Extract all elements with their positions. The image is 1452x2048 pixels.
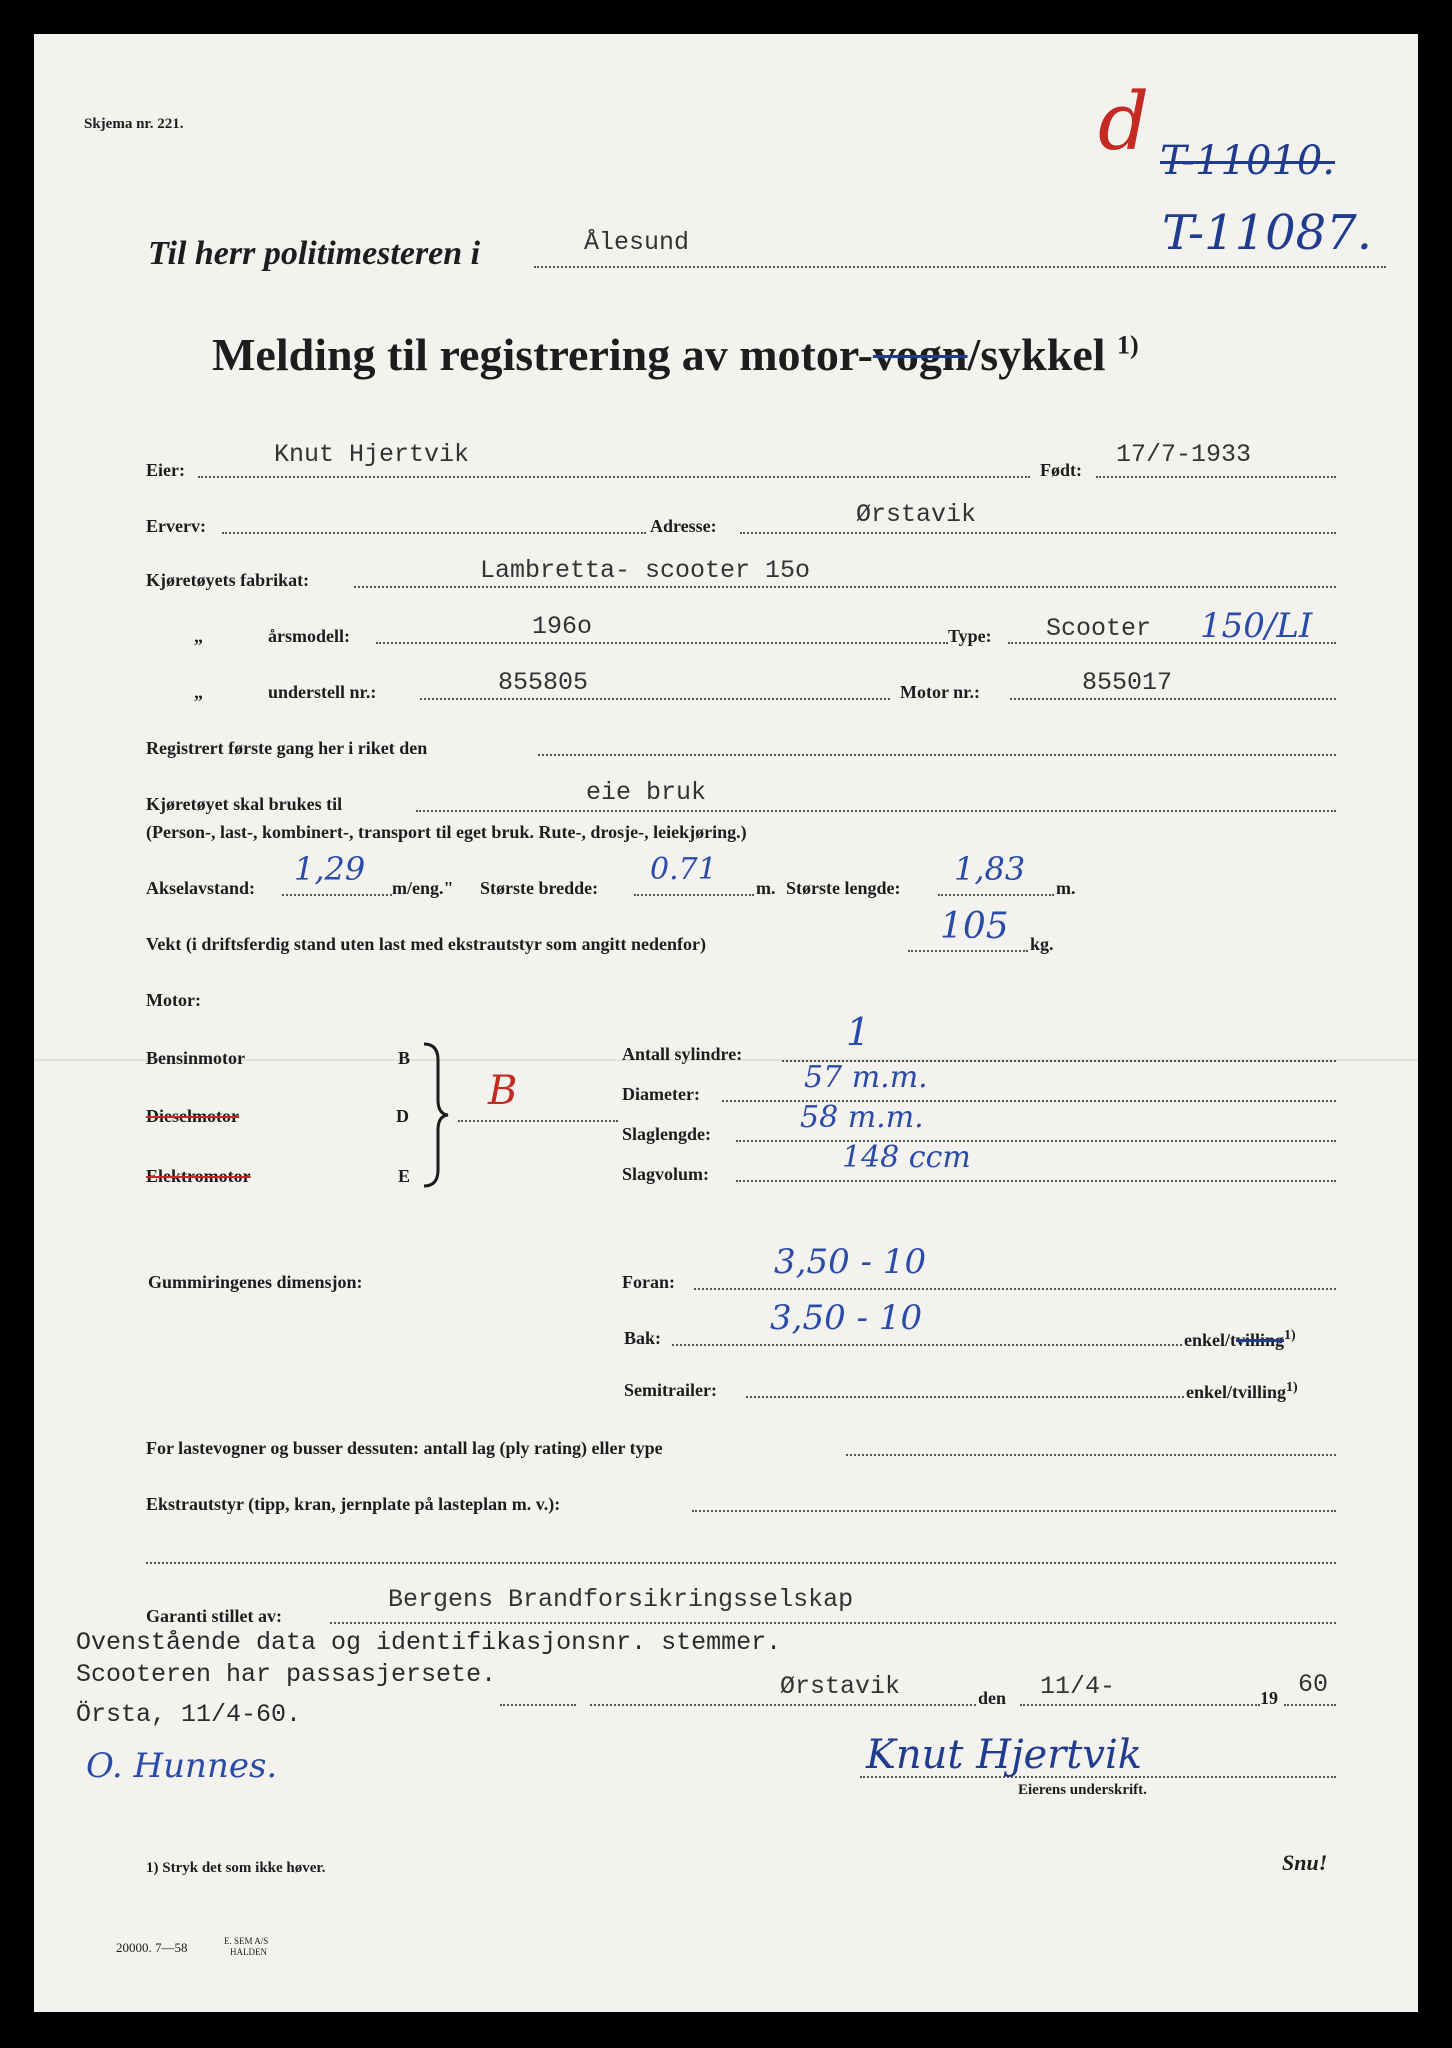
use-note: (Person-, last-, kombinert-, transport til eget bruk. Rute-, drosje-, leiekjøring.): [146, 822, 747, 842]
wheelbase-unit: m/eng.": [392, 878, 454, 898]
corner-number: T-11087.: [1162, 205, 1372, 261]
displacement-label: Slagvolum:: [622, 1164, 710, 1184]
printer-name: E. SEM A/S: [224, 1936, 269, 1946]
type-handwritten: 150/LI: [1200, 606, 1313, 646]
verification-line-2: Scooteren har passasjersete.: [76, 1660, 497, 1689]
model-year-label: årsmodell:: [268, 626, 350, 646]
page-title: Melding til registrering av motor-vogn/sykkel $^{1)}$: [212, 329, 1139, 380]
born-line: [1096, 476, 1336, 478]
length-unit: m.: [1056, 878, 1076, 898]
owner-signature-label: Eierens underskrift.: [1018, 1782, 1147, 1798]
ditto-mark-2: „: [194, 682, 203, 702]
tyres-rear-label: Bak:: [624, 1328, 662, 1348]
extras-line: [692, 1510, 1336, 1512]
chassis-line: [420, 698, 890, 700]
use-line: [416, 810, 1336, 812]
motor-code-d: D: [396, 1106, 409, 1126]
make-label: Kjøretøyets fabrikat:: [146, 570, 310, 590]
tyres-label: Gummiringenes dimensjon:: [148, 1272, 363, 1292]
tyres-front-label: Foran:: [622, 1272, 675, 1292]
tyres-rear-value: 3,50 - 10: [770, 1298, 923, 1338]
print-run: 20000. 7—58: [116, 1940, 188, 1955]
width-value: 0.71: [650, 852, 717, 887]
date-line: [1020, 1704, 1260, 1706]
footnote: 1) Stryk det som ikke høver.: [146, 1860, 326, 1876]
displacement-line: [736, 1180, 1336, 1182]
printer-city: HALDEN: [230, 1947, 267, 1957]
date-value: 11/4-: [1040, 1672, 1116, 1701]
width-label: Største bredde:: [480, 878, 599, 898]
place-value: Ørstavik: [780, 1672, 901, 1701]
tyres-rear-suffix: enkel/tvilling$^{1)}$: [1184, 1328, 1296, 1350]
born-value: 17/7-1933: [1116, 440, 1252, 469]
motor-no-label: Motor nr.:: [900, 682, 980, 702]
extras-line-2: [146, 1562, 1336, 1564]
model-year-value: 196o: [532, 612, 593, 641]
address-line: [740, 532, 1336, 534]
cylinders-value: 1: [846, 1010, 871, 1054]
first-registered-line: [538, 754, 1336, 756]
year-prefix: 19: [1260, 1688, 1278, 1708]
wheelbase-value: 1,29: [294, 850, 366, 888]
cylinders-label: Antall sylindre:: [622, 1044, 743, 1064]
chassis-label: understell nr.:: [268, 682, 377, 702]
trucks-label: For lastevogner og busser dessuten: antall lag (ply rating) eller type: [146, 1438, 663, 1458]
extras-label: Ekstrautstyr (tipp, kran, jernplate på lasteplan m. v.):: [146, 1494, 561, 1514]
semitrailer-line: [746, 1396, 1184, 1398]
motor-type-petrol: Bensinmotor: [146, 1048, 245, 1068]
occupation-label: Erverv:: [146, 516, 206, 536]
form-number: Skjema nr. 221.: [84, 116, 184, 132]
stroke-label: Slaglengde:: [622, 1124, 712, 1144]
chassis-value: 855805: [498, 668, 589, 697]
motor-code-e: E: [398, 1166, 411, 1186]
semitrailer-suffix: enkel/tvilling$^{1)}$: [1186, 1380, 1298, 1402]
diameter-value: 57 m.m.: [804, 1060, 928, 1095]
type-label: Type:: [948, 626, 992, 646]
owner-signature: Knut Hjertvik: [866, 1732, 1142, 1778]
address-value: Ørstavik: [856, 500, 977, 529]
first-registered-label: Registrert første gang her i riket den: [146, 738, 428, 758]
guarantee-value: Bergens Brandforsikringsselskap: [388, 1585, 854, 1614]
guarantee-line: [330, 1622, 1336, 1624]
verification-line-1: Ovenstående data og identifikasjonsnr. stemmer.: [76, 1628, 782, 1657]
verification-signature: O. Hunnes.: [86, 1746, 278, 1786]
weight-unit: kg.: [1030, 934, 1054, 954]
wheelbase-label: Akselavstand:: [146, 878, 256, 898]
motor-brace: [420, 1040, 450, 1190]
stroke-value: 58 m.m.: [800, 1100, 924, 1135]
weight-label: Vekt (i driftsferdig stand uten last med ekstrautstyr som angitt nedenfor): [146, 934, 706, 954]
motor-no-line: [1010, 698, 1336, 700]
addressee-line: [534, 266, 1386, 268]
guarantee-label: Garanti stillet av:: [146, 1606, 282, 1626]
type-value: Scooter: [1046, 614, 1152, 643]
verification-line-3: Örsta, 11/4-60.: [76, 1700, 302, 1729]
use-value: eie bruk: [586, 778, 707, 807]
corner-struck-number: T-11010.: [1160, 138, 1335, 184]
weight-line: [908, 950, 1028, 952]
make-value: Lambretta- scooter 15o: [480, 556, 811, 585]
addressee-label: Til herr politimesteren i: [148, 235, 481, 272]
diameter-label: Diameter:: [622, 1084, 700, 1104]
turn-over: Snu!: [1282, 1850, 1328, 1875]
ditto-mark: „: [194, 626, 203, 646]
length-value: 1,83: [954, 850, 1026, 888]
length-label: Største lengde:: [786, 878, 901, 898]
make-line: [354, 586, 1336, 588]
place-line-left: [500, 1704, 576, 1706]
owner-line: [198, 476, 1030, 478]
motor-code-b: B: [398, 1048, 411, 1068]
motor-selected-mark: B: [488, 1068, 518, 1114]
place-line: [590, 1704, 976, 1706]
owner-label: Eier:: [146, 460, 185, 480]
model-year-line: [376, 642, 948, 644]
tyres-rear-line: [672, 1344, 1182, 1346]
corner-mark: d: [1098, 75, 1150, 168]
tyres-front-value: 3,50 - 10: [774, 1242, 927, 1282]
year-suffix: 60: [1298, 1670, 1329, 1699]
occupation-line: [222, 532, 646, 534]
den-label: den: [978, 1688, 1007, 1708]
width-unit: m.: [756, 878, 776, 898]
tyres-front-line: [694, 1288, 1336, 1290]
address-label: Adresse:: [650, 516, 717, 536]
length-line: [938, 894, 1054, 896]
motor-selected-line: [458, 1120, 618, 1122]
motor-type-diesel: Dieselmotor: [146, 1106, 239, 1126]
use-label: Kjøretøyet skal brukes til: [146, 794, 343, 814]
wheelbase-line: [282, 894, 392, 896]
stroke-line: [736, 1140, 1336, 1142]
motor-type-electric: Elektromotor: [146, 1166, 251, 1186]
weight-value: 105: [940, 906, 1009, 947]
born-label: Født:: [1040, 460, 1082, 480]
owner-value: Knut Hjertvik: [274, 440, 470, 469]
displacement-value: 148 ccm: [842, 1140, 971, 1175]
motor-no-value: 855017: [1082, 668, 1173, 697]
motor-label: Motor:: [146, 990, 201, 1010]
year-line: [1284, 1704, 1336, 1706]
semitrailer-label: Semitrailer:: [624, 1380, 717, 1400]
addressee-value: Ålesund: [584, 228, 690, 257]
width-line: [634, 894, 754, 896]
trucks-line: [846, 1454, 1336, 1456]
